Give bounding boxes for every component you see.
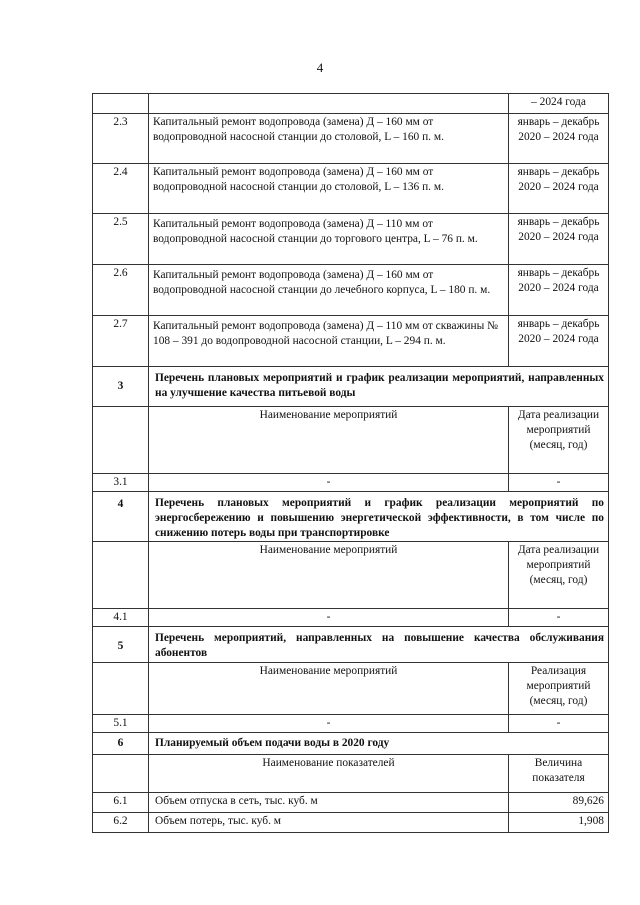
row-name: Капитальный ремонт водопровода (замена) Д – 160 мм от водопроводной насосной станции до столовой, L – 160 п. м. (149, 114, 509, 164)
row-name: Капитальный ремонт водопровода (замена) Д – 110 мм от скважины № 108 – 391 до водопроводной насосной станции, L – 294 п. м. (149, 316, 509, 367)
table-row (93, 94, 609, 114)
row-number: 2.3 (93, 114, 149, 164)
row-number: 6.1 (93, 793, 149, 813)
row-name: - (149, 474, 509, 492)
column-header-row (93, 407, 609, 474)
row-value: 89,626 (509, 793, 609, 813)
column-header-value: Величина показателя (509, 755, 609, 793)
column-header-row (93, 755, 609, 793)
row-date: январь – декабрь 2020 – 2024 года (509, 114, 609, 164)
column-header-name: Наименование мероприятий (149, 663, 509, 715)
row-name (149, 94, 509, 114)
header-empty-cell (93, 542, 149, 609)
row-date: январь – декабрь 2020 – 2024 года (509, 265, 609, 316)
section-header (93, 627, 609, 663)
section-number: 3 (93, 367, 149, 407)
column-header-name: Наименование мероприятий (149, 407, 509, 474)
section-number: 5 (93, 627, 149, 663)
column-header-date: Дата реализации мероприятий (месяц, год) (509, 542, 609, 609)
row-number: 2.4 (93, 164, 149, 214)
column-header-name: Наименование показателей (149, 755, 509, 793)
table-row (93, 114, 609, 164)
table-row (93, 474, 609, 492)
table-row (93, 164, 609, 214)
row-date: - (509, 715, 609, 733)
header-empty-cell (93, 755, 149, 793)
table-row (93, 609, 609, 627)
section-header (93, 733, 609, 755)
row-name: Капитальный ремонт водопровода (замена) Д – 160 мм от водопроводной насосной станции до столовой, L – 136 п. м. (149, 164, 509, 214)
row-name: Объем отпуска в сеть, тыс. куб. м (149, 793, 509, 813)
row-number: 5.1 (93, 715, 149, 733)
row-number: 3.1 (93, 474, 149, 492)
column-header-name: Наименование мероприятий (149, 542, 509, 609)
column-header-date: Реализация мероприятий (месяц, год) (509, 663, 609, 715)
row-date: январь – декабрь 2020 – 2024 года (509, 214, 609, 265)
section-title: Перечень плановых мероприятий и график реализации мероприятий, направленных на улучшение качества питьевой воды (149, 367, 609, 407)
section-number: 6 (93, 733, 149, 755)
column-header-row (93, 542, 609, 609)
row-value: 1,908 (509, 813, 609, 833)
row-date: – 2024 года (509, 94, 609, 114)
table-row (93, 316, 609, 367)
row-date: январь – декабрь 2020 – 2024 года (509, 316, 609, 367)
row-number (93, 94, 149, 114)
row-number: 4.1 (93, 609, 149, 627)
measures-table (92, 93, 609, 833)
row-date: - (509, 609, 609, 627)
row-number: 6.2 (93, 813, 149, 833)
table-row (93, 715, 609, 733)
page-number: 4 (316, 60, 324, 75)
row-date: январь – декабрь 2020 – 2024 года (509, 164, 609, 214)
row-date: - (509, 474, 609, 492)
row-name: Объем потерь, тыс. куб. м (149, 813, 509, 833)
table-row (93, 214, 609, 265)
section-title: Перечень плановых мероприятий и график реализации мероприятий по энергосбережению и повышению энергетической эффективности, в том числе по снижению потерь воды при транспортировке (149, 492, 609, 542)
column-header-date: Дата реализации мероприятий (месяц, год) (509, 407, 609, 474)
section-title: Планируемый объем подачи воды в 2020 году (149, 733, 609, 755)
row-number: 2.6 (93, 265, 149, 316)
column-header-row (93, 663, 609, 715)
row-name: - (149, 715, 509, 733)
table-row (93, 793, 609, 813)
row-number: 2.7 (93, 316, 149, 367)
table-row (93, 265, 609, 316)
section-header (93, 492, 609, 542)
section-number: 4 (93, 492, 149, 542)
header-empty-cell (93, 407, 149, 474)
row-name: - (149, 609, 509, 627)
header-empty-cell (93, 663, 149, 715)
section-title: Перечень мероприятий, направленных на повышение качества обслуживания абонентов (149, 627, 609, 663)
row-name: Капитальный ремонт водопровода (замена) Д – 160 мм от водопроводной насосной станции до лечебного корпуса, L – 180 п. м. (149, 265, 509, 316)
table-row (93, 813, 609, 833)
row-name: Капитальный ремонт водопровода (замена) Д – 110 мм от водопроводной насосной станции до торгового центра, L – 76 п. м. (149, 214, 509, 265)
section-header (93, 367, 609, 407)
row-number: 2.5 (93, 214, 149, 265)
